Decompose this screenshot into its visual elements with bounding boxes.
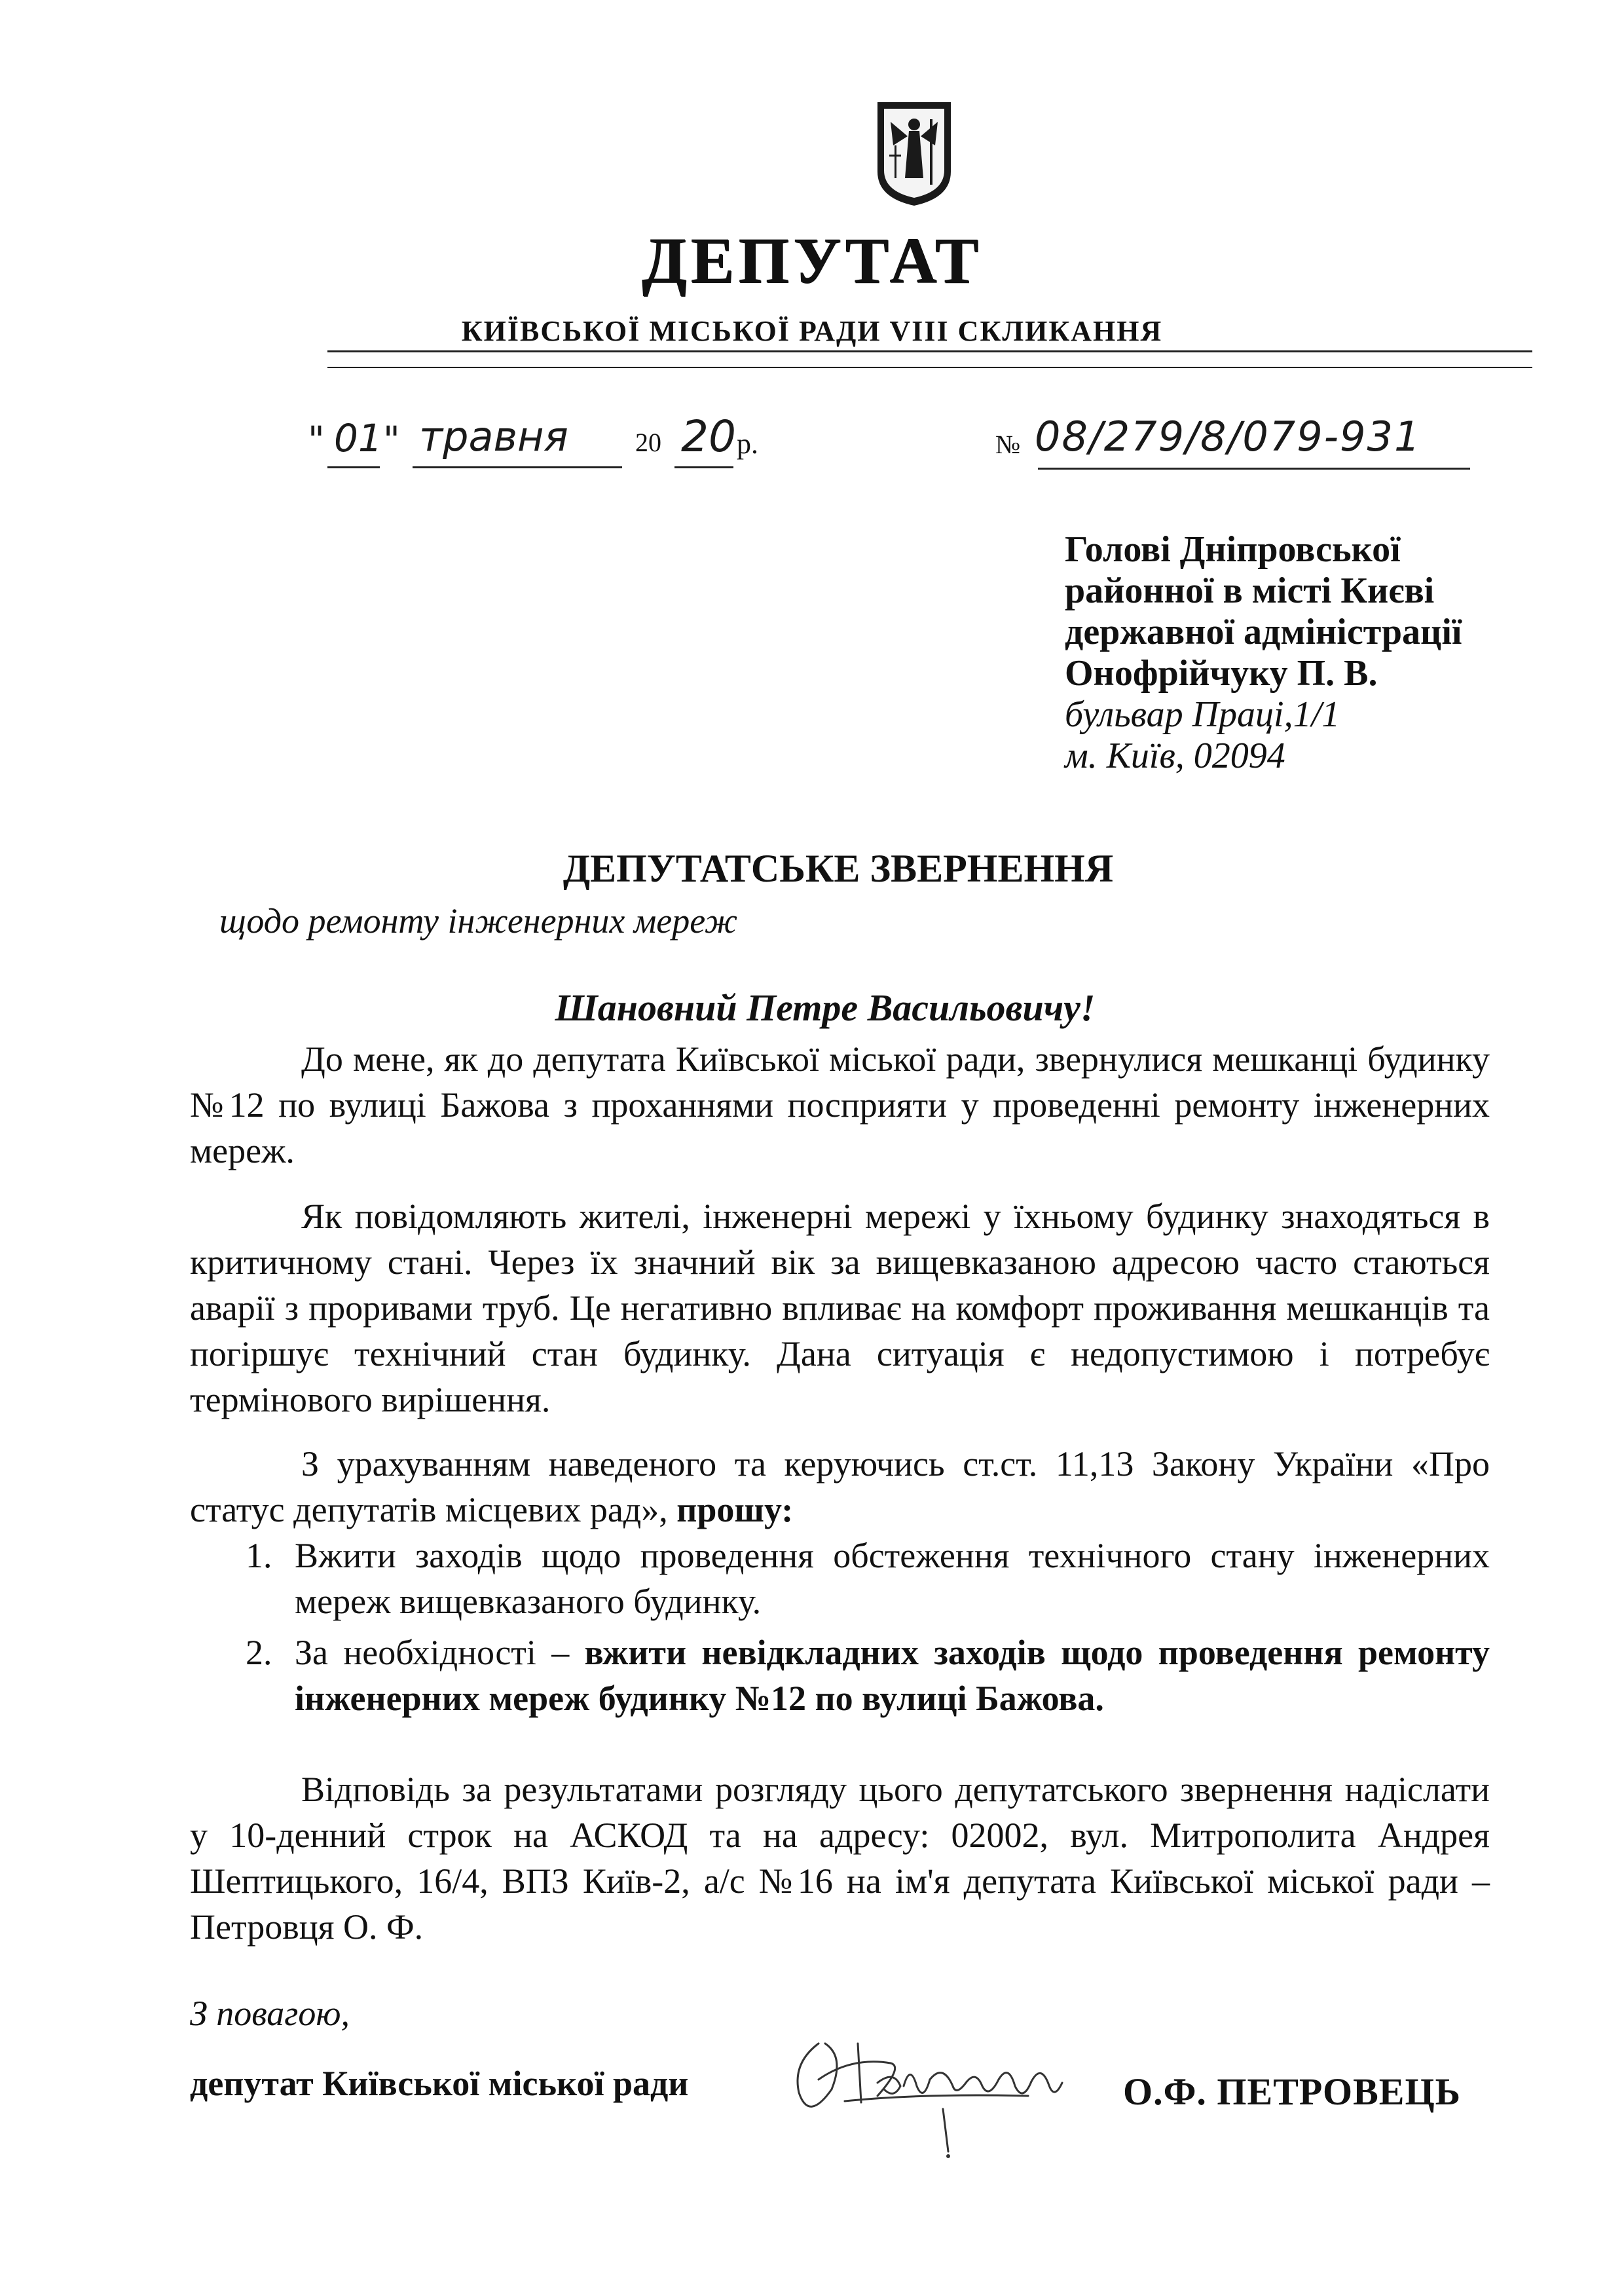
body-paragraph-4: Відповідь за результатами розгляду цього депутатського звернення надіслати у 10-денний строк на АСКОД та на адресу: 02002, вул. Митрополита Андрея Шептицького, 16/4, ВПЗ Київ-2, а/с №16 на ім'я депутата Київської міської ради – Петровця О. Ф.	[190, 1770, 1490, 1947]
request-item-2-number: 2.	[246, 1633, 272, 1672]
request-item-2	[246, 1630, 1490, 1721]
registration-number-underline	[1038, 468, 1470, 470]
body-paragraph-3-text: З урахуванням наведеного та керуючись ст.ст. 11,13 Закону України «Про статус депутатів місцевих рад»,	[190, 1444, 1490, 1529]
request-item-1	[246, 1533, 1490, 1624]
request-item-2-text: За необхідності –	[295, 1633, 570, 1672]
date-year-suffix: 20	[681, 411, 736, 462]
registration-number-label: №	[995, 430, 1021, 459]
date-day: 01	[334, 416, 382, 460]
date-close-quote: "	[383, 419, 400, 462]
date-month-underline	[413, 466, 622, 468]
closing-regards: З повагою,	[190, 1994, 350, 2033]
date-year-prefix: 20	[635, 428, 661, 457]
signer-name: О.Ф. ПЕТРОВЕЦЬ	[1123, 2070, 1461, 2113]
addressee-line-2: районної в місті Києві	[1065, 570, 1435, 611]
date-year-abbr: р.	[737, 428, 758, 460]
header-rule-top	[327, 350, 1532, 352]
addressee-city: м. Київ, 02094	[1065, 736, 1285, 776]
kyiv-coat-of-arms-icon	[875, 100, 953, 208]
body-paragraph-1: До мене, як до депутата Київської міської ради, звернулися мешканці будинку №12 по вулиці Бажова з проханнями посприяти у проведенні ремонту інженерних мереж.	[190, 1039, 1490, 1170]
date-year-underline	[674, 466, 733, 468]
request-item-2-body	[295, 1630, 1490, 1721]
handwritten-signature	[779, 2017, 1094, 2174]
salutation: Шановний Петре Васильовичу!	[555, 986, 1096, 1029]
date-day-underline	[327, 466, 380, 468]
document-subject: щодо ремонту інженерних мереж	[219, 901, 738, 941]
addressee-street: бульвар Праці,1/1	[1065, 694, 1340, 735]
date-open-quote: "	[308, 419, 325, 462]
addressee-line-3: державної адміністрації	[1065, 612, 1462, 652]
letterhead-title: ДЕПУТАТ	[641, 224, 983, 297]
request-item-1-text: Вжити заходів щодо проведення обстеження технічного стану інженерних мереж вищевказаного будинку.	[295, 1536, 1490, 1621]
registration-number: 08/279/8/079-931	[1035, 413, 1422, 460]
request-keyword: прошу:	[676, 1490, 794, 1529]
body-paragraph-2: Як повідомляють жителі, інженерні мережі у їхньому будинку знаходяться в критичному стані. Через їх значний вік за вищевказаною адресою часто стаються аварії з проривами труб. Це негативно впливає на комфорт проживання мешканців та погіршує технічний стан будинку. Дана ситуація є недопустимою і потребує термінового вирішення.	[190, 1197, 1490, 1419]
addressee-name: Онофрійчуку П. В.	[1065, 653, 1378, 694]
letterhead-subtitle: КИЇВСЬКОЇ МІСЬКОЇ РАДИ VIII СКЛИКАННЯ	[461, 315, 1163, 347]
request-item-2-bold-text: вжити невідкладних заходів щодо проведення ремонту інженерних мереж будинку №12 по вулиці Бажова.	[295, 1633, 1490, 1718]
closing-position: депутат Київської міської ради	[190, 2064, 689, 2103]
body-paragraph-3	[190, 1441, 1490, 1533]
header-rule-bottom	[327, 367, 1532, 368]
document-title: ДЕПУТАТСЬКЕ ЗВЕРНЕННЯ	[563, 847, 1114, 890]
addressee-line-1: Голові Дніпровської	[1065, 529, 1401, 570]
date-month: травня	[419, 413, 568, 460]
request-item-1-number: 1.	[246, 1536, 272, 1575]
